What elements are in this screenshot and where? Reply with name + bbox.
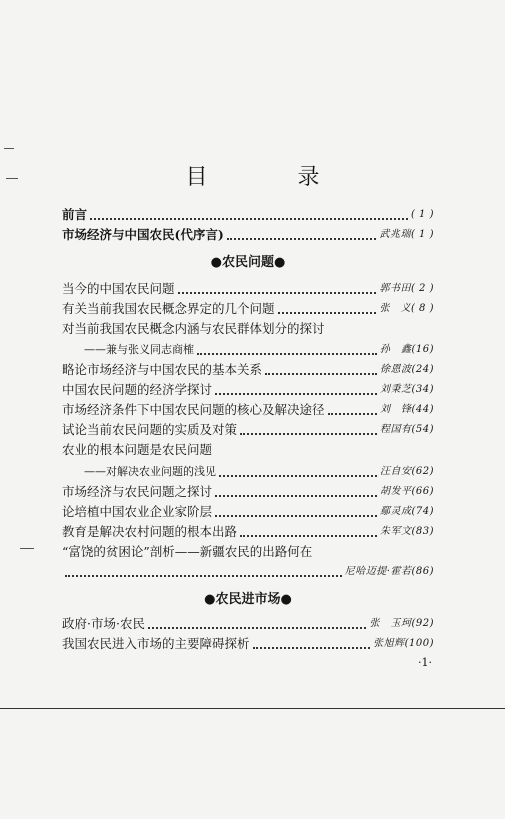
- entry-page: ( 2 ): [410, 283, 434, 294]
- toc-entry-foreword[interactable]: [62, 225, 434, 245]
- toc-entry[interactable]: [62, 380, 434, 400]
- entry-author: 刘秉芝: [379, 384, 412, 395]
- dot-leader: [219, 475, 377, 477]
- entry-title: 政府·市场·农民: [62, 616, 145, 631]
- toc-entry-subtitle[interactable]: [62, 340, 434, 360]
- dot-leader: [240, 433, 377, 435]
- section-heading-farmer-issues: ●农民问题●: [210, 255, 286, 270]
- entry-author: 胡发平: [379, 486, 412, 497]
- dot-leader: [278, 312, 377, 314]
- entry-title: 农业的根本问题是农民问题: [62, 442, 213, 457]
- entry-title: 有关当前我国农民概念界定的几个问题: [62, 301, 275, 316]
- dot-leader: [215, 495, 377, 497]
- entry-page: (44): [411, 404, 434, 415]
- entry-page: ( 1 ): [410, 209, 434, 220]
- dot-leader: [178, 292, 377, 294]
- entry-author: 孙 鑫: [379, 344, 412, 355]
- entry-title: “富饶的贫困论”剖析——新疆农民的出路何在: [62, 544, 313, 559]
- dot-leader: [253, 647, 371, 649]
- entry-title: 市场经济与中国农民(代序言): [62, 227, 224, 242]
- entry-title: 略论市场经济与中国农民的基本关系: [62, 362, 263, 377]
- entry-subtitle: ——对解决农业问题的浅见: [84, 465, 216, 478]
- entry-page: (100): [404, 638, 434, 649]
- entry-title: 当今的中国农民问题: [62, 281, 175, 296]
- entry-page: ( 1 ): [410, 229, 434, 240]
- toc-entry-continuation[interactable]: [62, 562, 434, 582]
- toc-entry[interactable]: [62, 400, 434, 420]
- toc-entry[interactable]: [62, 482, 434, 502]
- entry-title: 中国农民问题的经济学探讨: [62, 382, 213, 397]
- scan-mark: [4, 148, 14, 149]
- entry-page: (92): [411, 618, 434, 629]
- entry-title: 对当前我国农民概念内涵与农民群体划分的探讨: [62, 321, 325, 336]
- page-edge-rule: [0, 708, 505, 709]
- entry-author: 张旭辉: [373, 638, 405, 649]
- toc-entry[interactable]: [62, 634, 434, 654]
- entry-author: 武兆瑞: [379, 229, 411, 240]
- entry-author: 尼哈迈提·霍若: [344, 566, 412, 577]
- scan-mark: [20, 548, 34, 549]
- entry-author: 张 义: [379, 303, 411, 314]
- entry-author: 刘 锋: [379, 404, 412, 415]
- entry-page: (74): [411, 506, 434, 517]
- dot-leader: [215, 393, 377, 395]
- entry-title: 论培植中国农业企业家阶层: [62, 504, 213, 519]
- dot-leader: [240, 535, 377, 537]
- section-heading-enter-market: ●农民进市场●: [204, 592, 292, 607]
- entry-page: (66): [411, 486, 434, 497]
- entry-title: 市场经济条件下中国农民问题的核心及解决途径: [62, 402, 325, 417]
- toc-entry[interactable]: [62, 279, 434, 299]
- page-title: 目 录: [185, 165, 354, 190]
- dot-leader: [148, 627, 367, 629]
- dot-leader: [265, 373, 377, 375]
- entry-page: (24): [411, 364, 434, 375]
- entry-title: 前言: [62, 207, 88, 222]
- page-number: ·1·: [418, 656, 432, 669]
- toc-entry-preface[interactable]: [62, 205, 434, 225]
- entry-author: 朱军文: [379, 526, 412, 537]
- entry-author: 张 玉珂: [369, 618, 412, 629]
- dot-leader: [227, 238, 377, 240]
- dot-leader: [215, 515, 377, 517]
- toc-entry[interactable]: [62, 522, 434, 542]
- entry-author: 程国有: [379, 424, 412, 435]
- entry-page: (83): [411, 526, 434, 537]
- toc-entry[interactable]: [62, 440, 434, 460]
- dot-leader: [328, 413, 377, 415]
- entry-page: ( 8 ): [410, 303, 434, 314]
- entry-author: 鄢灵成: [379, 506, 412, 517]
- toc-entry[interactable]: [62, 542, 434, 562]
- dot-leader: [197, 353, 377, 355]
- entry-title: 教育是解决农村问题的根本出路: [62, 524, 238, 539]
- toc-entry[interactable]: [62, 614, 434, 634]
- toc-entry-subtitle[interactable]: [62, 462, 434, 482]
- entry-page: (62): [411, 466, 434, 477]
- dot-leader: [65, 575, 342, 577]
- dot-leader: [90, 218, 408, 220]
- table-of-contents: [62, 0, 434, 700]
- entry-subtitle: ——兼与张义同志商榷: [84, 343, 194, 356]
- entry-title: 我国农民进入市场的主要障碍探析: [62, 636, 250, 651]
- entry-author: 汪自安: [379, 466, 412, 477]
- entry-page: (54): [411, 424, 434, 435]
- toc-entry[interactable]: [62, 319, 434, 339]
- entry-author: 徐恩波: [379, 364, 412, 375]
- toc-entry[interactable]: [62, 299, 434, 319]
- scan-mark: [6, 178, 18, 179]
- entry-title: 试论当前农民问题的实质及对策: [62, 422, 238, 437]
- toc-entry[interactable]: [62, 420, 434, 440]
- entry-author: 郭书田: [379, 283, 411, 294]
- toc-entry[interactable]: [62, 502, 434, 522]
- entry-page: (34): [411, 384, 434, 395]
- entry-page: (16): [411, 344, 434, 355]
- toc-entry[interactable]: [62, 360, 434, 380]
- entry-page: (86): [411, 566, 434, 577]
- entry-title: 市场经济与农民问题之探讨: [62, 484, 213, 499]
